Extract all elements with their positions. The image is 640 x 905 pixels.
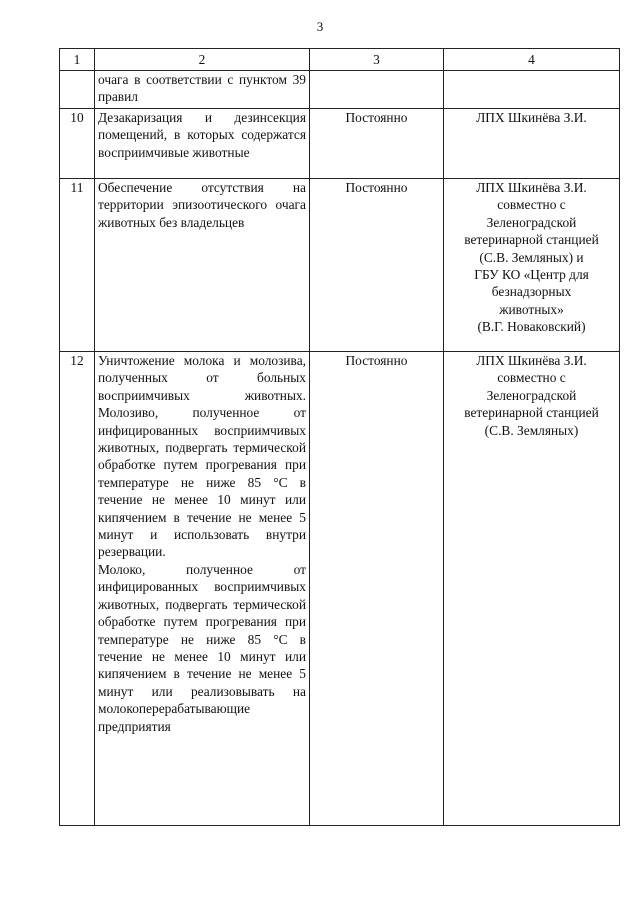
row-measure: [95, 109, 310, 179]
measure-paragraph: Уничтожение молока и молозива, полученных от больных восприимчивых животных. Молозиво, полученное от инфицированных восприимчивых животных, подвергать термической обработке путем прогревания при температуре не ниже 85 °С в течение не менее 10 минут или кипячением в течение не менее 5 минут и использовать внутри резервации.: [98, 353, 306, 560]
column-header-2: 2: [95, 49, 310, 71]
row-term: [310, 71, 444, 109]
row-measure: [95, 352, 310, 826]
measure-paragraph: Молоко, полученное от инфицированных восприимчивых животных, подвергать термической обработке путем прогревания при температуре не ниже 85 °С в течение не менее 10 минут или кипячением в течение не менее 5 минут или реализовывать на молокоперерабатывающие предприятия: [98, 561, 306, 734]
row-term: Постоянно: [310, 109, 444, 179]
row-measure: [95, 71, 310, 109]
table-row: [60, 179, 620, 352]
row-number: 11: [60, 179, 95, 352]
row-responsible: ЛПХ Шкинёва З.И.: [444, 109, 620, 179]
row-number: 10: [60, 109, 95, 179]
row-responsible: [444, 71, 620, 109]
measure-paragraph: очага в соответствии с пунктом 39 правил: [98, 72, 306, 105]
table-row: [60, 352, 620, 826]
measures-table: [59, 48, 620, 826]
column-header-3: 3: [310, 49, 444, 71]
measure-paragraph: Дезакаризация и дезинсекция помещений, в которых содержатся восприимчивые животные: [98, 110, 306, 160]
page-number: 3: [316, 19, 324, 34]
measure-paragraph: Обеспечение отсутствия на территории эпизоотического очага животных без владельцев: [98, 180, 306, 230]
table-row: [60, 71, 620, 109]
row-term: Постоянно: [310, 179, 444, 352]
row-number: [60, 71, 95, 109]
table-header-row: [60, 49, 620, 71]
row-measure: [95, 179, 310, 352]
row-responsible: ЛПХ Шкинёва З.И. совместно с Зеленоградской ветеринарной станцией (С.В. Земляных) и ГБУ КО «Центр для безнадзорных животных» (В.Г. Новаковский): [444, 179, 620, 352]
row-term: Постоянно: [310, 352, 444, 826]
row-number: 12: [60, 352, 95, 826]
column-header-1: 1: [60, 49, 95, 71]
table-row: [60, 109, 620, 179]
row-responsible: ЛПХ Шкинёва З.И. совместно с Зеленоградской ветеринарной станцией (С.В. Земляных): [444, 352, 620, 826]
column-header-4: 4: [444, 49, 620, 71]
